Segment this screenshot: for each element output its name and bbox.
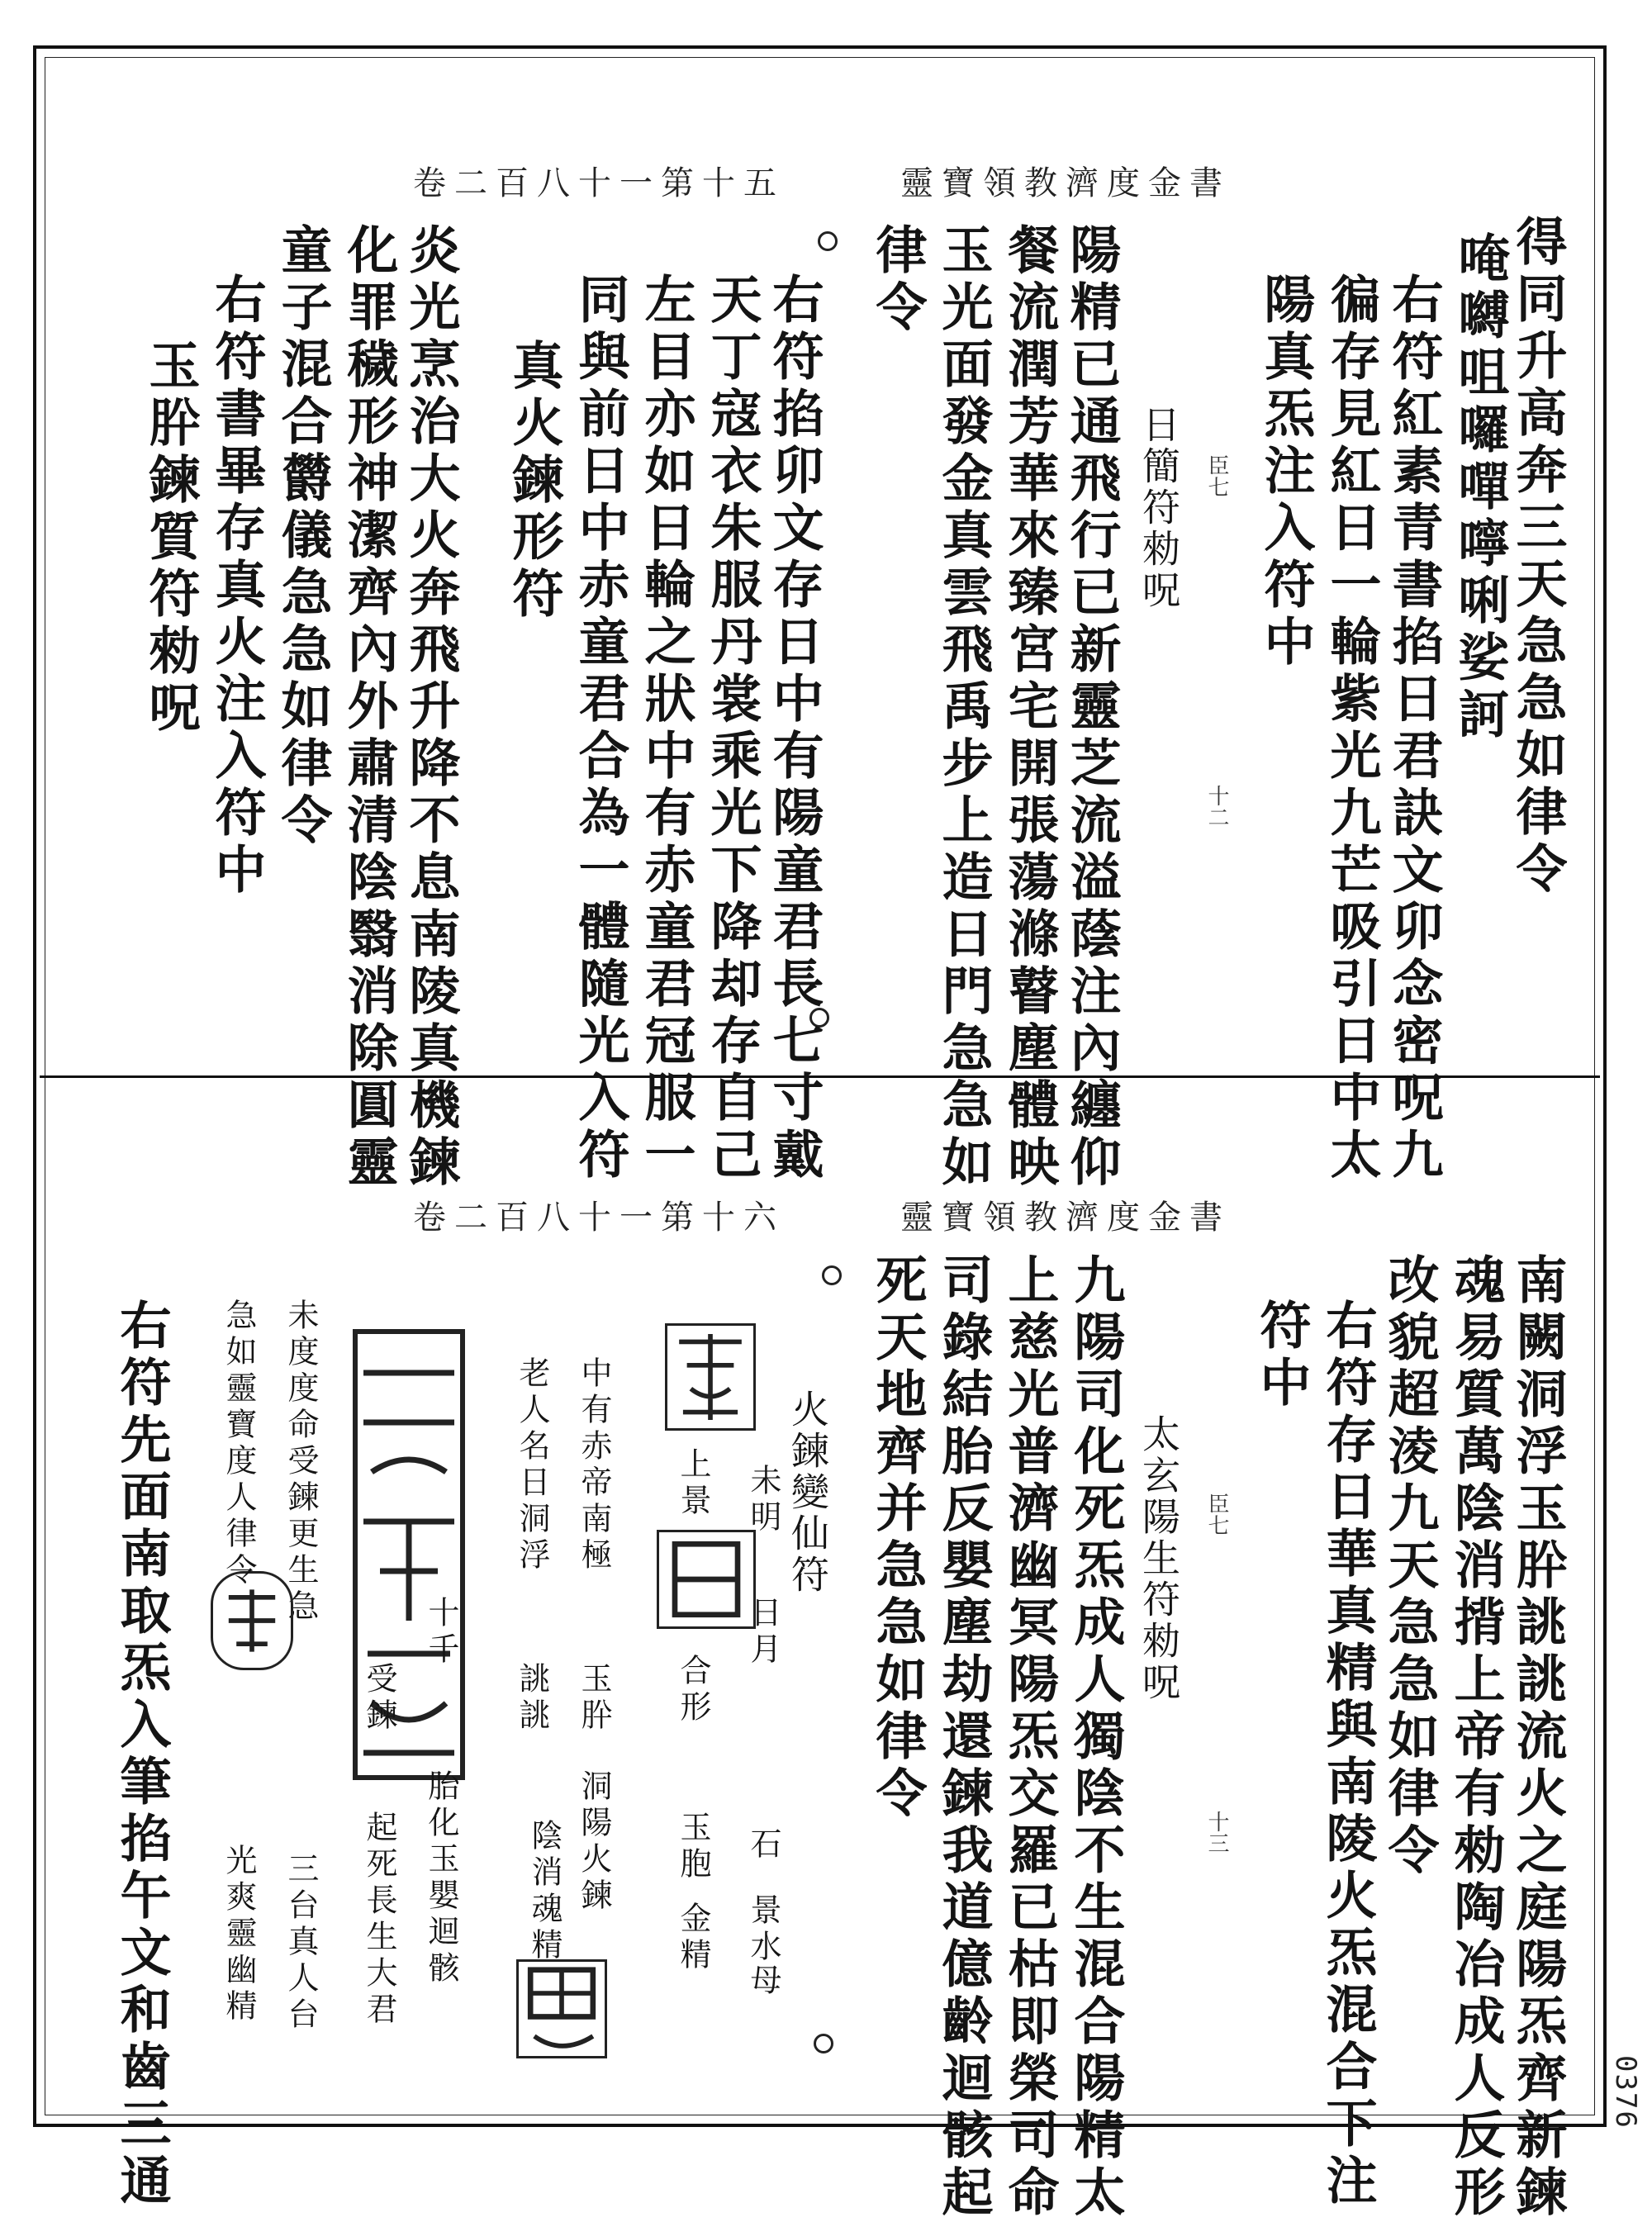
text-column: 化罪穢形神潔齊內外肅清陰翳消除圓靈 <box>339 223 399 1192</box>
page-note: 十二 <box>1204 785 1229 828</box>
talisman-text: 誂誂 <box>514 1662 550 1735</box>
talisman-text: 光爽靈幽精 <box>221 1844 257 2025</box>
seal-script-glyph-icon <box>516 1959 607 2058</box>
talisman-text: 未度度命受鍊更生急 <box>282 1299 319 1626</box>
binding-hole-icon <box>818 231 838 251</box>
text-column: 九陽司化死炁成人獨陰不生混合陽精太 <box>1066 1253 1126 2222</box>
binding-hole-icon <box>822 1265 842 1285</box>
text-column: 餐流潤芳華來臻宮宅開張蕩滌瞽塵體映 <box>999 223 1060 1192</box>
talisman-text: 老人名日洞浮 <box>514 1356 550 1574</box>
binding-hole-icon <box>814 2034 833 2053</box>
talisman-text: 三台真人台 <box>282 1852 319 2034</box>
talisman-text: 起死長生大君 <box>361 1811 397 2029</box>
talisman-text: 陰消魂精 <box>526 1819 563 1964</box>
text-column: 童子混合欝儀急急如律令 <box>273 223 333 850</box>
section-note: 臣七 <box>1204 454 1229 497</box>
talisman-text: 日月 <box>745 1596 781 1669</box>
talisman-text: 未明 <box>745 1464 781 1536</box>
text-column: 死天地齊并急急如律令 <box>867 1253 928 1823</box>
text-column: 左目亦如日輪之狀中有赤童君冠服一 <box>636 273 696 1185</box>
text-column: 玉肸鍊質符勑呪 <box>140 339 201 738</box>
text-column: 唵嚩咀囉嘽嚀唎娑訶 <box>1450 231 1510 744</box>
text-column: 徧存見紅日一輪紫光九芒吸引日中太 <box>1322 273 1382 1185</box>
talisman-text: 母 <box>745 1963 781 2000</box>
talisman-text: 合形 <box>675 1654 711 1726</box>
text-column: 真火鍊形符 <box>504 339 564 624</box>
bottom-header-title: 靈寶領教濟度金書 <box>900 1199 1231 1237</box>
text-column: 玉光面發金真雲飛禹步上造日門急急如 <box>933 223 994 1192</box>
talisman-text: 受鍊 <box>361 1662 397 1735</box>
talisman-text: 急如靈寶度人律令 <box>221 1299 257 1589</box>
text-column: 陽真炁注入符中 <box>1256 273 1316 672</box>
text-column: 陽精已通飛行已新靈芝流溢蔭注內纏仰 <box>1061 223 1122 1192</box>
bottom-header-volume: 卷二百八十一第十六 <box>413 1199 785 1237</box>
text-column: 律令 <box>867 223 928 337</box>
talisman-text: 玉胞 <box>675 1811 711 1883</box>
seal-script-glyph-icon <box>657 1530 756 1629</box>
talisman-text: 金精 <box>675 1902 711 1974</box>
talisman-text: 十千 <box>423 1596 459 1669</box>
talisman-text: 玉肸 <box>576 1662 612 1735</box>
talisman-title: 火鍊變仙符 <box>786 1389 830 1596</box>
section-title: 太玄陽生符勑呪 <box>1137 1414 1181 1703</box>
text-column: 改貌超淩九天急急如律令 <box>1379 1253 1440 1880</box>
text-column: 右符書畢存真火注入符中 <box>206 273 267 900</box>
talisman-text: 胎化玉嬰迴骸 <box>423 1769 459 1987</box>
top-header-title: 靈寶領教濟度金書 <box>900 164 1231 202</box>
text-column: 南闕洞浮玉肸誂誂流火之庭陽炁齊新鍊 <box>1507 1253 1568 2222</box>
text-column: 司錄結胎反嬰塵劫還鍊我道億齡迴骸起 <box>933 1253 994 2222</box>
section-note: 臣七 <box>1204 1493 1229 1536</box>
bottom-panel <box>50 1084 1602 2222</box>
talisman-text: 石 <box>745 1827 781 1864</box>
text-column: 同與前日中赤童君合為一體隨光入符 <box>570 273 630 1185</box>
text-column: 天丁寇衣朱服丹裳乘光下降却存自己 <box>702 273 762 1185</box>
page-note: 十三 <box>1204 1811 1229 1854</box>
top-header-volume: 卷二百八十一第十五 <box>413 164 785 202</box>
text-column: 得同升高奔三天急急如律令 <box>1507 215 1568 899</box>
talisman-text: 景水 <box>745 1893 781 1966</box>
text-column: 右符掐卯文存日中有陽童君長七寸戴 <box>764 273 824 1185</box>
talisman-text: 洞陽火鍊 <box>576 1769 612 1915</box>
text-column: 右符紅素青書掐日君訣文卯念密呪九 <box>1384 273 1444 1185</box>
section-title: 日簡符勑呪 <box>1137 405 1181 611</box>
page-number: 0376 <box>1609 2055 1642 2129</box>
top-panel <box>50 58 1602 1192</box>
text-column: 上慈光普濟幽冥陽炁交羅已枯即榮司命 <box>999 1253 1060 2222</box>
text-column: 炎光烹治大火奔飛升降不息南陵真機鍊 <box>401 223 461 1192</box>
text-column: 右符先面南取炁入筆掐午文和齒三通 <box>112 1299 172 2210</box>
talisman-text: 中有赤帝南極 <box>576 1356 612 1574</box>
text-column: 右符存日華真精與南陵火炁混合下注 <box>1317 1299 1378 2210</box>
text-column: 符中 <box>1251 1299 1312 1412</box>
text-column: 魂易質萬陰消揹上帝有勑陶冶成人反形 <box>1446 1253 1506 2222</box>
seal-script-glyph-icon <box>665 1323 756 1431</box>
talisman-text: 上景 <box>675 1447 711 1520</box>
